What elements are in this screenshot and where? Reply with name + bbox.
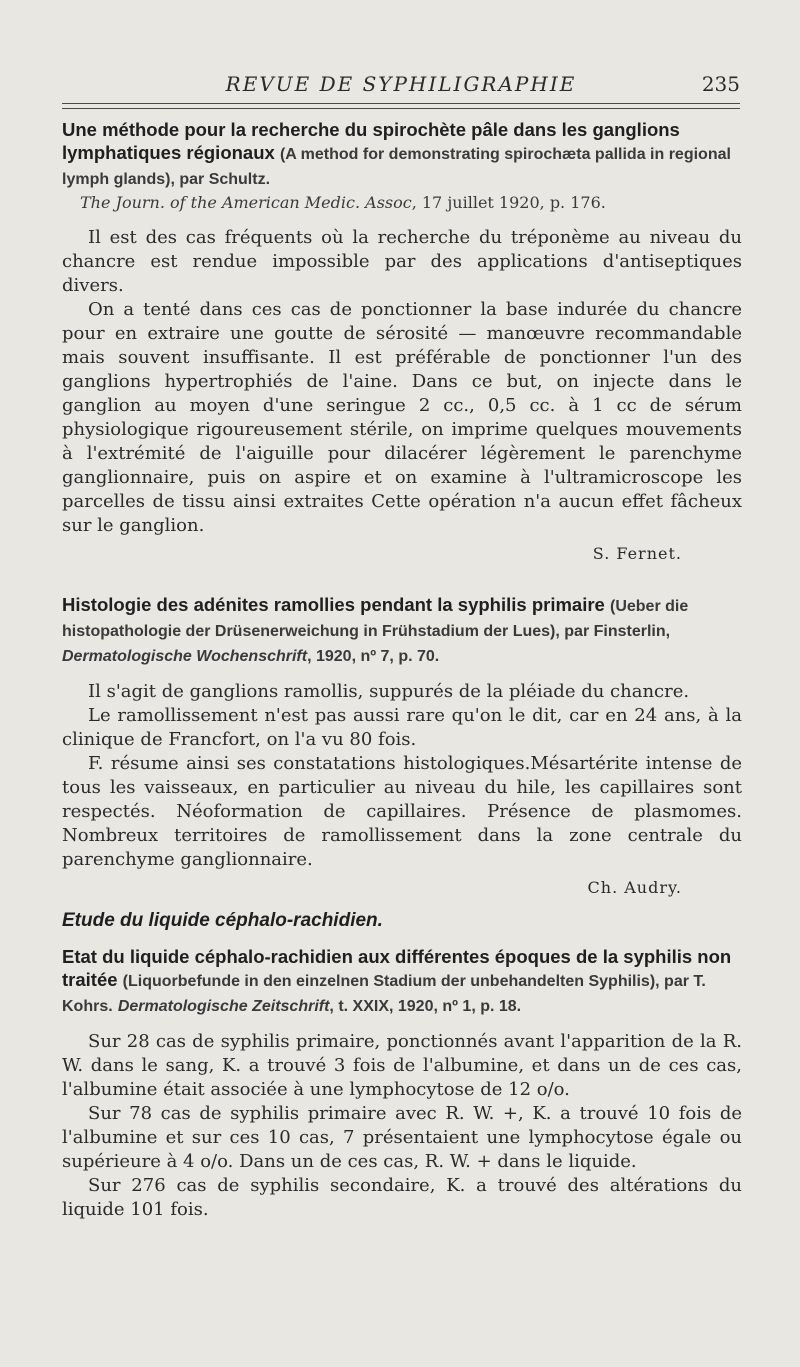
reference-detail: , t. XXIX, 1920, nº 1, p. 18. [329, 998, 522, 1015]
article-subtitle: (Ueber die histopathologie der Drüsenerweichung in Frühstadium der Lues), par Finsterlin, [62, 598, 689, 640]
article-schultz [62, 118, 742, 563]
journal-name: The Journ. of the American Medic. Assoc [80, 193, 412, 212]
article-subtitle: (Liquorbefunde in den einzelnen Stadium der unbehandelten Syphilis), par T. Kohrs. [62, 973, 706, 1015]
article-finsterlin [62, 593, 742, 897]
paragraph: Le ramollissement n'est pas aussi rare qu'on le dit, car en 24 ans, à la clinique de Francfort, on l'a vu 80 fois. [62, 705, 742, 750]
article-title [62, 118, 742, 191]
journal-name: Dermatologische Wochenschrift [62, 648, 308, 665]
running-header [62, 70, 740, 100]
paragraph: Sur 78 cas de syphilis primaire avec R. W. +, K. a trouvé 10 fois de l'albumine et sur ces 10 cas, 7 présentaient une lymphocytose égale ou supérieure à 4 o/o. Dans un de ces cas, R. W. + dans le liquide. [62, 1103, 742, 1172]
paragraph: On a tenté dans ces cas de ponctionner la base indurée du chancre pour en extraire une goutte de sérosité — manœuvre recommandable mais souvent insuffisante. Il est préférable de ponctionner l'un des ganglions hypertrophiés de l'aine. Dans ce but, on injecte dans le ganglion au moyen d'une seringue 2 cc., 0,5 cc. à 1 cc de sérum physiologique rigoureusement stérile, on imprime quelques mouvements à l'extrémité de l'aiguille pour dilacérer légèrement le parenchyme ganglionnaire, puis on aspire et on examine à l'ultramicroscope les parcelles de tissu ainsi extraites Cette opération n'a aucun effet fâcheux sur le ganglion. [62, 299, 742, 536]
article-title [62, 945, 742, 1018]
article-title [62, 593, 742, 668]
header-rule-secondary [62, 108, 740, 109]
article-subtitle: (A method for demonstrating spirochæta pallida in regional lymph glands), par Schultz. [62, 146, 731, 188]
author-signature: S. Fernet. [592, 544, 682, 563]
reference-detail: , 1920, nº 7, p. 70. [307, 648, 440, 665]
reference-detail: , 17 juillet 1920, p. 176. [411, 193, 606, 212]
journal-title: REVUE DE SYPHILIGRAPHIE [225, 72, 577, 96]
section-heading [62, 910, 742, 932]
article-kohrs [62, 945, 742, 1222]
paragraph: Sur 276 cas de syphilis secondaire, K. a trouvé des altérations du liquide 101 fois. [62, 1175, 742, 1220]
paragraph: Il s'agit de ganglions ramollis, suppurés de la pléiade du chancre. [88, 681, 690, 702]
paragraph: F. résume ainsi ses constatations histologiques.Mésartérite intense de tous les vaisseaux, en particulier au niveau du hile, les capillaires sont respectés. Néoformation de capillaires. Présence de plasmomes. Nombreux territoires de ramollissement dans la zone centrale du parenchyme ganglionnaire. [62, 753, 742, 870]
author-signature: Ch. Audry. [587, 878, 682, 897]
paragraph: Il est des cas fréquents où la recherche du tréponème au niveau du chancre est rendue impossible par des applications d'antiseptiques divers. [62, 227, 742, 296]
page-number: 235 [701, 72, 740, 96]
article-title-text: Etat du liquide céphalo-rachidien aux différentes époques de la syphilis non traitée [62, 946, 732, 990]
article-reference [62, 191, 742, 214]
section-title: Etude du liquide céphalo-rachidien. [62, 910, 383, 931]
article-title-text: Une méthode pour la recherche du spirochète pâle dans les ganglions lymphatiques régionaux [62, 119, 680, 163]
article-title-text: Histologie des adénites ramollies pendant la syphilis primaire [62, 594, 605, 615]
paragraph: Sur 28 cas de syphilis primaire, ponctionnés avant l'apparition de la R. W. dans le sang, K. a trouvé 3 fois de l'albumine, et dans un de ces cas, l'albumine était associée à une lymphocytose de 12 o/o. [62, 1031, 742, 1100]
header-rule [62, 103, 740, 104]
journal-name: Dermatologische Zeitschrift [117, 998, 330, 1015]
